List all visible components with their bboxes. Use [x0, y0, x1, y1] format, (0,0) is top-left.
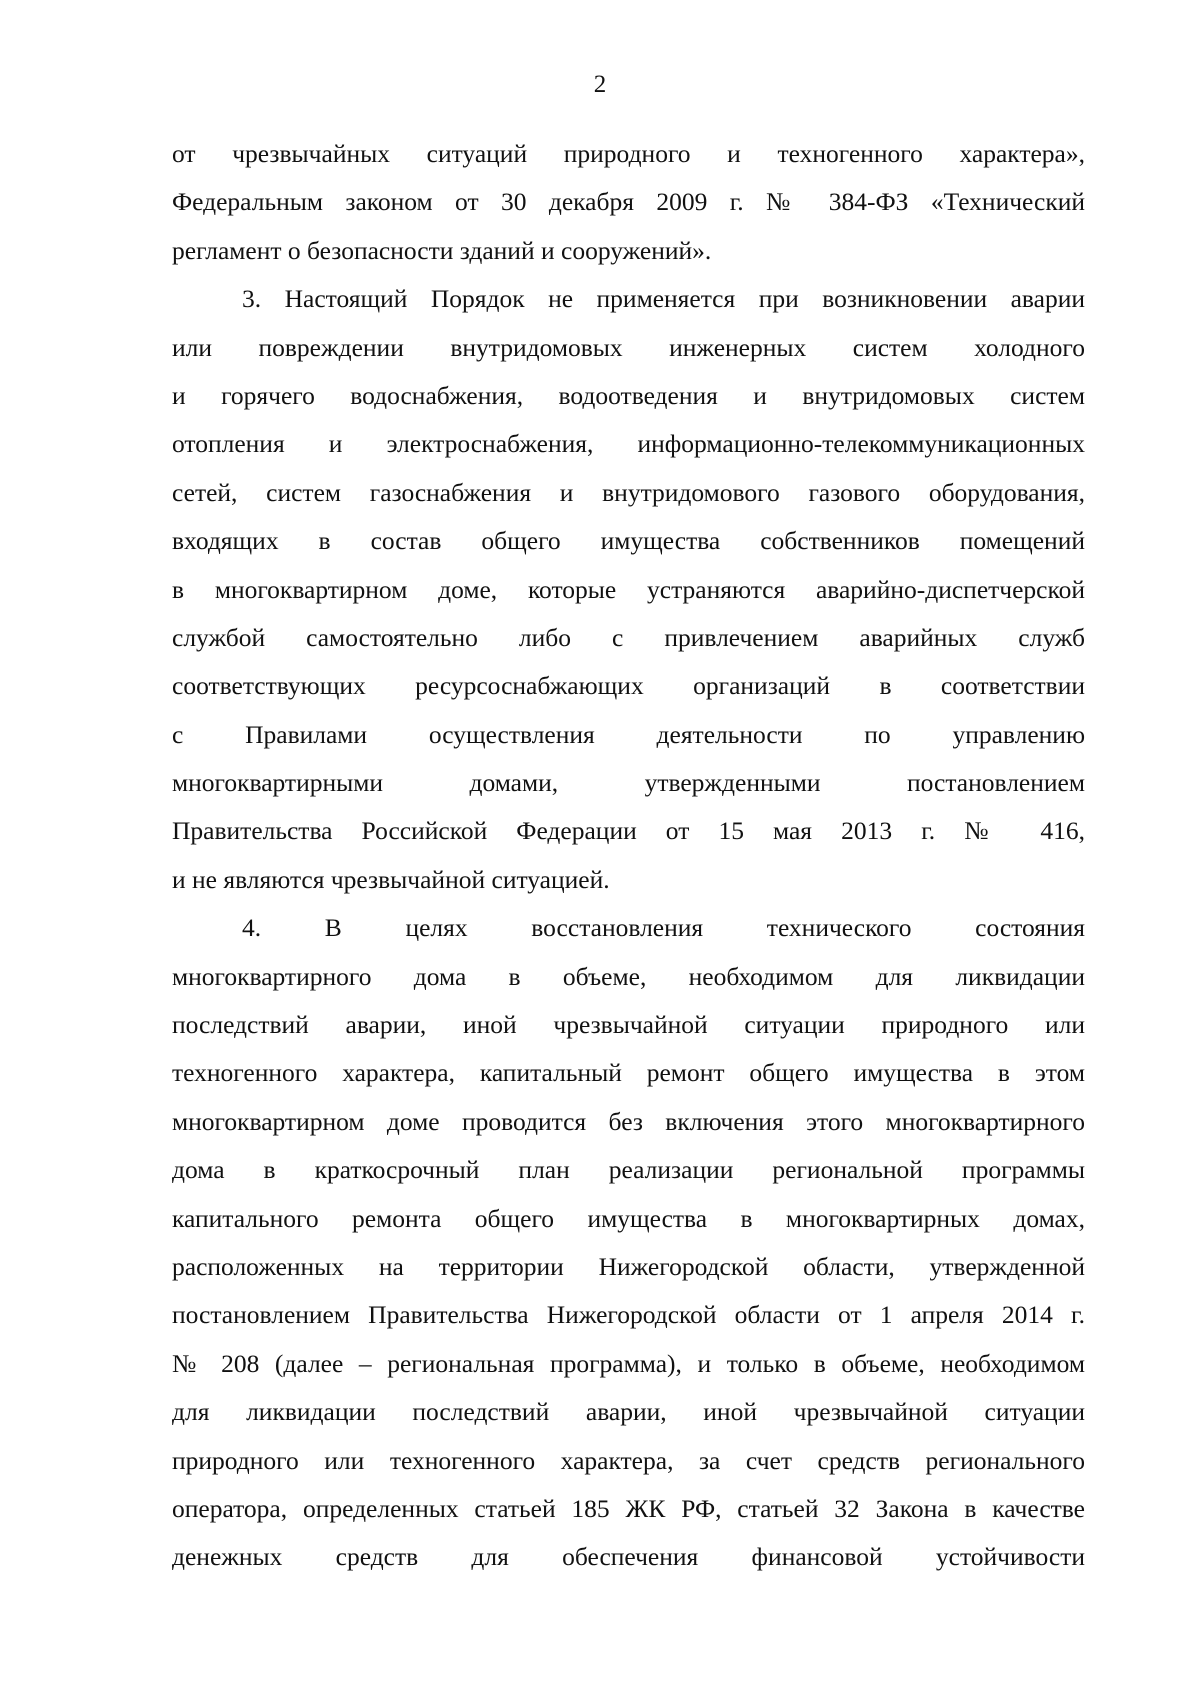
text-line: в многоквартирном доме, которые устраняются аварийно-диспетчерской [172, 574, 1085, 604]
text-line: капитального ремонта общего имущества в многоквартирных домах, [172, 1203, 1085, 1233]
text-line: с Правилами осуществления деятельности по управлению [172, 719, 1085, 749]
text-line: соответствующих ресурсоснабжающих организаций в соответствии [172, 671, 1085, 701]
text-line: природного или техногенного характера, за счет средств регионального [172, 1445, 1085, 1475]
text-line: и горячего водоснабжения, водоотведения и внутридомовых систем [172, 380, 1085, 410]
paragraph-item-3 [172, 275, 1085, 904]
text-line: для ликвидации последствий аварии, иной чрезвычайной ситуации [172, 1397, 1085, 1427]
text-line: многоквартирными домами, утвержденными постановлением [172, 768, 1085, 798]
text-line: 3. Настоящий Порядок не применяется при возникновении аварии [242, 284, 1085, 314]
text-line: дома в краткосрочный план реализации региональной программы [172, 1155, 1085, 1185]
text-line: денежных средств для обеспечения финансовой устойчивости [172, 1542, 1085, 1572]
text-line: и не являются чрезвычайной ситуацией. [172, 864, 610, 894]
paragraph-continuation [172, 130, 1085, 275]
text-line: Федеральным законом от 30 декабря 2009 г. № 384-ФЗ «Технический [172, 187, 1085, 217]
page-number: 2 [593, 71, 607, 98]
text-line: постановлением Правительства Нижегородской области от 1 апреля 2014 г. [172, 1300, 1085, 1330]
document-body [172, 130, 1085, 1582]
text-line: или повреждении внутридомовых инженерных систем холодного [172, 332, 1085, 362]
text-line: отопления и электроснабжения, информационно-телекоммуникационных [172, 429, 1085, 459]
text-line: сетей, систем газоснабжения и внутридомового газового оборудования, [172, 477, 1085, 507]
text-line: от чрезвычайных ситуаций природного и техногенного характера», [172, 139, 1085, 168]
text-line: оператора, определенных статьей 185 ЖК РФ, статьей 32 Закона в качестве [172, 1493, 1085, 1523]
text-line: 4. В целях восстановления технического состояния [242, 913, 1085, 943]
text-line: последствий аварии, иной чрезвычайной ситуации природного или [172, 1010, 1085, 1040]
text-line: техногенного характера, капитальный ремонт общего имущества в этом [172, 1058, 1085, 1088]
text-line: службой самостоятельно либо с привлечением аварийных служб [172, 622, 1085, 652]
text-line: многоквартирного дома в объеме, необходимом для ликвидации [172, 961, 1085, 991]
paragraph-item-4 [172, 904, 1085, 1581]
text-line: Правительства Российской Федерации от 15 мая 2013 г. № 416, [172, 816, 1085, 846]
text-line: регламент о безопасности зданий и сооружений». [172, 235, 712, 265]
text-line: расположенных на территории Нижегородской области, утвержденной [172, 1251, 1085, 1281]
text-line: многоквартирном доме проводится без включения этого многоквартирного [172, 1106, 1085, 1136]
text-line: входящих в состав общего имущества собственников помещений [172, 526, 1085, 556]
text-line: № 208 (далее – региональная программа), и только в объеме, необходимом [172, 1348, 1085, 1378]
